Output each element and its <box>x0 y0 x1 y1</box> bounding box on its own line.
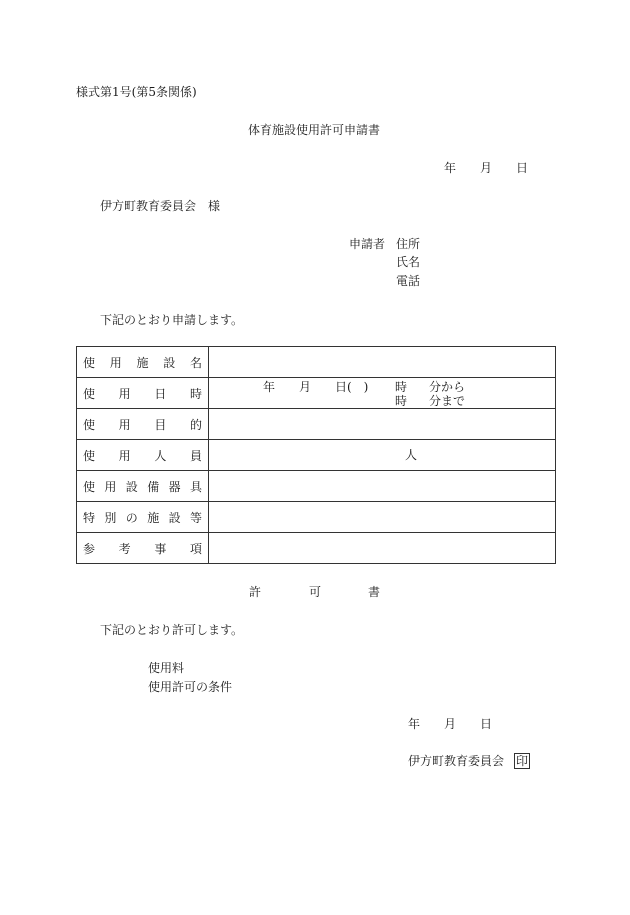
application-table <box>76 346 556 564</box>
issuer-name: 伊方町教育委員会 <box>408 754 505 768</box>
applicant-name-label: 氏名 <box>396 255 421 269</box>
table-row-remarks <box>77 533 556 564</box>
usage-datetime-field[interactable] <box>209 378 556 409</box>
form-number: 様式第1号(第5条関係) <box>76 85 197 99</box>
dt-month: 月 <box>299 380 312 394</box>
dt-minute-to: 分まで <box>429 394 466 408</box>
addressee: 伊方町教育委員会 様 <box>100 199 221 213</box>
equipment-field[interactable] <box>209 471 556 502</box>
headcount-unit: 人 <box>405 448 418 462</box>
document-title: 体育施設使用許可申請書 <box>248 123 381 137</box>
permit-title-char: 書 <box>368 585 381 599</box>
seal-box: 印 <box>516 754 529 768</box>
row-label: 使用設備器具 <box>83 479 202 494</box>
row-label: 使用日時 <box>83 386 202 401</box>
issuer-line <box>408 753 530 769</box>
applicant-address-label: 住所 <box>396 237 421 251</box>
special-facilities-field[interactable] <box>209 502 556 533</box>
usage-purpose-field[interactable] <box>209 409 556 440</box>
request-text: 下記のとおり申請します。 <box>100 313 244 327</box>
dt-hour-to: 時 <box>395 394 408 408</box>
row-label: 使用目的 <box>83 417 202 432</box>
date-year: 年 <box>444 161 457 175</box>
row-label: 使用人員 <box>83 448 202 463</box>
table-row-facility <box>77 347 556 378</box>
date-day: 日 <box>516 161 529 175</box>
table-row-headcount <box>77 440 556 471</box>
applicant-label: 申請者 <box>349 237 386 251</box>
applicant-phone-label: 電話 <box>396 274 421 288</box>
permit-title-char: 可 <box>309 585 322 599</box>
row-label: 特別の施設等 <box>83 510 202 525</box>
row-label: 使用施設名 <box>83 355 202 370</box>
table-row-equipment <box>77 471 556 502</box>
dt-year: 年 <box>263 380 276 394</box>
permit-date-day: 日 <box>480 717 493 731</box>
permit-date-month: 月 <box>444 717 457 731</box>
permit-text: 下記のとおり許可します。 <box>100 623 244 637</box>
dt-minute-from: 分から <box>429 380 466 394</box>
table-row-datetime <box>77 378 556 409</box>
permit-title-char: 許 <box>249 585 262 599</box>
row-label: 参考事項 <box>83 541 202 556</box>
table-row-purpose <box>77 409 556 440</box>
usage-fee-label: 使用料 <box>148 661 185 675</box>
date-month: 月 <box>480 161 493 175</box>
headcount-field[interactable] <box>209 440 556 471</box>
permit-date-year: 年 <box>408 717 421 731</box>
permit-conditions-label: 使用許可の条件 <box>148 680 233 694</box>
table-row-special-facilities <box>77 502 556 533</box>
facility-name-field[interactable] <box>209 347 556 378</box>
remarks-field[interactable] <box>209 533 556 564</box>
dt-day-weekday: 日( ) <box>335 380 369 394</box>
dt-hour-from: 時 <box>395 380 408 394</box>
